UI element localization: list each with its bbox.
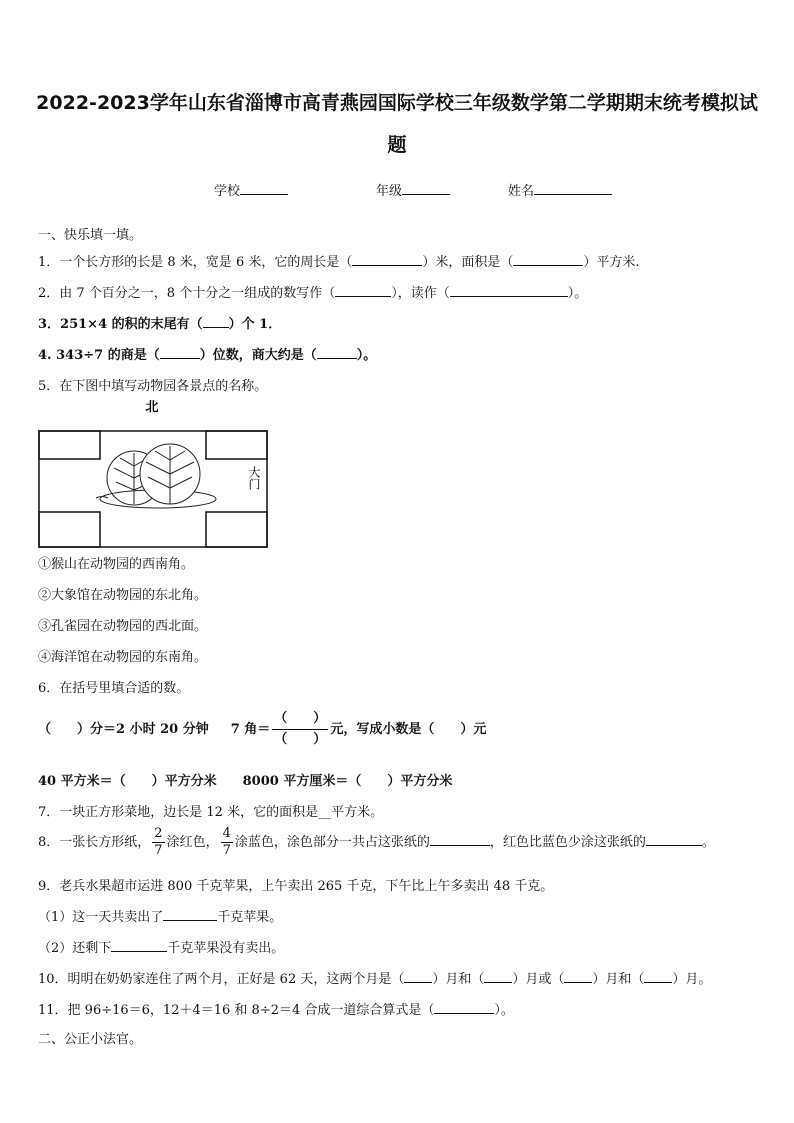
question-9-part-2: （2）还剩下 千克苹果没有卖出。	[38, 941, 285, 956]
tree-icon	[96, 444, 216, 508]
question-7: 7．一块正方形菜地，边长是 12 米，它的面积是__平方米。	[38, 805, 384, 820]
question-1: 1．一个长方形的长是 8 米，宽是 6 米，它的周长是（ ）米，面积是（ ）平方米.	[38, 255, 640, 270]
question-2: 2．由 7 个百分之一，8 个十分之一组成的数写作（ ），读作（ ）。	[38, 286, 588, 301]
question-5: 5．在下图中填写动物园各景点的名称。	[38, 379, 268, 394]
question-10: 10．明明在奶奶家连住了两个月，正好是 62 天，这两个月是（ ）月和（ ）月或（ ）月和（ ）月。	[38, 972, 712, 987]
fraction-2-7: $\frac{2}{7}$	[154, 826, 163, 858]
title-line-1: 2022-2023学年山东省淄博市高青燕园国际学校三年级数学第二学期期末统考模拟试	[36, 92, 758, 114]
question-6: 6．在括号里填合适的数。	[38, 681, 190, 696]
q5-item-1: ①猴山在动物园的西南角。	[38, 557, 195, 572]
q5-item-3: ③孔雀园在动物园的西北面。	[38, 619, 208, 634]
q5-item-4: ④海洋馆在动物园的东南角。	[38, 650, 208, 665]
corner-box-southeast	[206, 512, 267, 547]
section-1-heading: 一、快乐填一填。	[38, 228, 143, 243]
question-6-row-1: （ ）分＝2 小时 20 分钟 7 角＝ $\frac{( )}{( )}$ 元，写成小数是（ ）元	[38, 709, 486, 750]
corner-box-southwest	[39, 512, 100, 547]
corner-box-northwest	[39, 431, 100, 459]
corner-box-northeast	[206, 431, 267, 459]
fraction-4-7: $\frac{4}{7}$	[222, 826, 231, 858]
blank-fraction: $\frac{( )}{( )}$	[274, 711, 327, 747]
q5-item-2: ②大象馆在动物园的东北角。	[38, 588, 208, 603]
name-field: 姓名	[508, 180, 612, 199]
question-9: 9．老兵水果超市运进 800 千克苹果，上午卖出 265 千克，下午比上午多卖出 48 千克。	[38, 879, 554, 894]
north-label: 北	[145, 400, 159, 415]
question-8: 8．一张长方形纸， $\frac{2}{7}$ 涂红色， $\frac{4}{7}$ 涂蓝色，涂色部分一共占这张纸的 ，红色比蓝色少涂这张纸的 。	[38, 826, 715, 858]
question-9-part-1: （1）这一天共卖出了 千克苹果。	[38, 910, 283, 925]
question-6-row-2: 40 平方米＝（ ）平方分米 8000 平方厘米＝（ ）平方分米	[38, 774, 453, 789]
section-2-heading: 二、公正小法官。	[38, 1032, 143, 1047]
question-11: 11．把 96÷16＝6，12＋4＝16 和 8÷2＝4 合成一道综合算式是（ ）。	[38, 1003, 514, 1018]
question-3: 3．251×4 的积的末尾有（ ）个 1．	[38, 317, 282, 332]
gate-label: 大门	[247, 466, 261, 490]
zoo-map-diagram	[38, 398, 274, 550]
title-line-2: 题	[387, 134, 407, 156]
question-4: 4. 343÷7 的商是（ ）位数，商大约是（ ）。	[38, 348, 377, 363]
grade-field: 年级	[376, 180, 450, 199]
school-field: 学校	[214, 180, 288, 199]
